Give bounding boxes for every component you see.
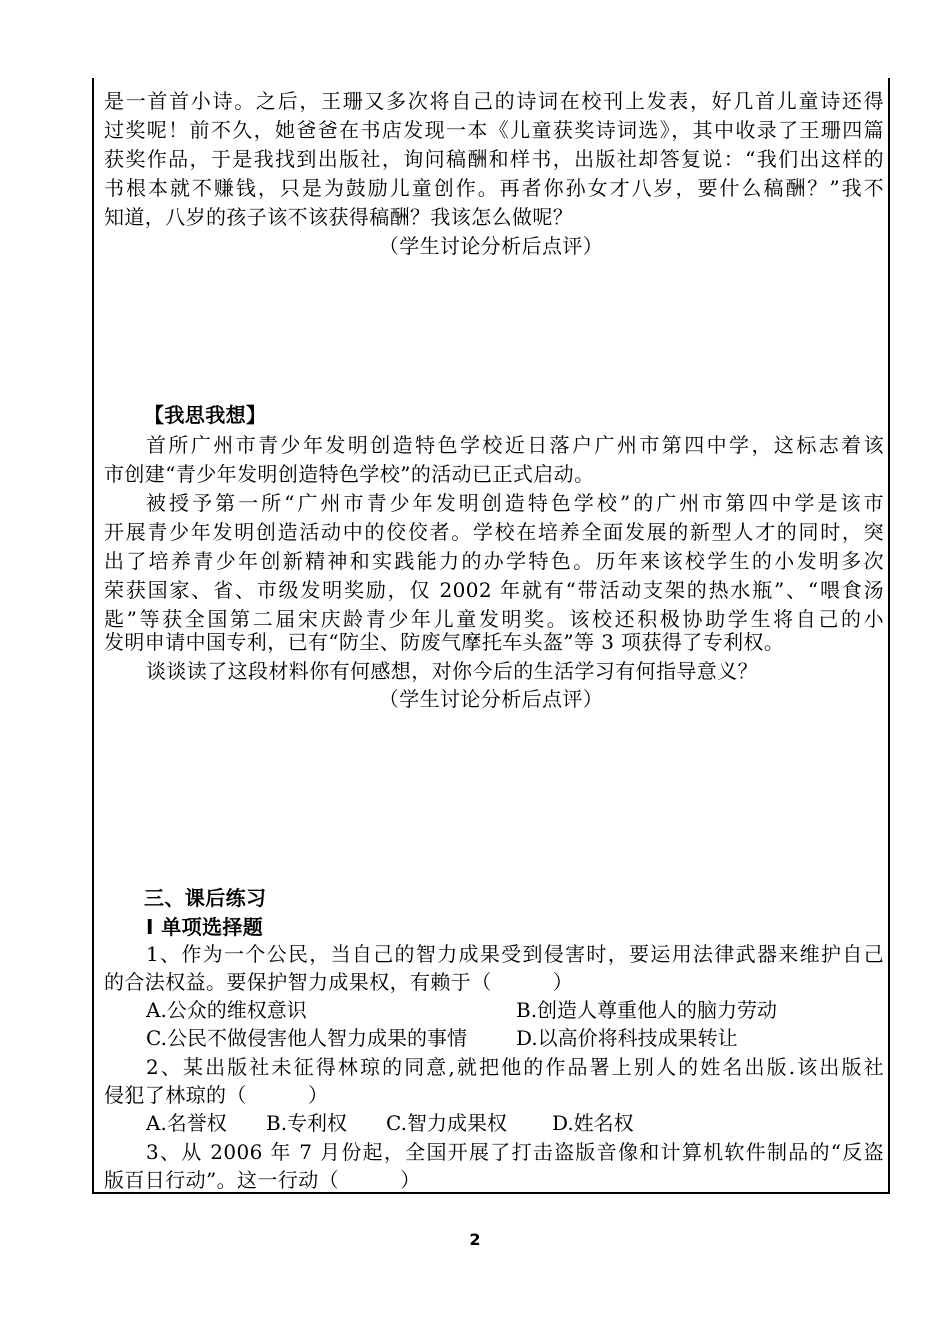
case-line-1: 是一首首小诗。之后，王珊又多次将自己的诗词在校刊上发表，好几首儿童诗还得 [104, 89, 884, 113]
q2-option-d: D.姓名权 [552, 1111, 634, 1135]
q2-option-c: C.智力成果权 [386, 1111, 507, 1135]
think-line-6: 荣获国家、省、市级发明奖励，仅 2002 年就有“带活动支架的热水瓶”、“喂食汤 [104, 578, 884, 602]
think-line-3: 被授予第一所“广州市青少年发明创造特色学校”的广州市第四中学是该市 [146, 491, 884, 515]
think-line-2: 市创建“青少年发明创造特色学校”的活动已正式启动。 [104, 462, 595, 486]
case-line-2: 过奖呢！前不久，她爸爸在书店发现一本《儿童获奖诗词选》，其中收录了王珊四篇 [104, 118, 884, 142]
q2-line-1: 2、某出版社未征得林琼的同意,就把他的作品署上别人的姓名出版.该出版社 [146, 1055, 884, 1079]
q1-option-b: B.创造人尊重他人的脑力劳动 [516, 998, 778, 1022]
exercises-heading: 三、课后练习 [144, 886, 267, 910]
think-line-4: 开展青少年发明创造活动中的佼佼者。学校在培养全面发展的新型人才的同时，突 [104, 520, 884, 544]
think-line-7: 匙”等获全国第二届宋庆龄青少年儿童发明奖。该校还积极协助学生将自己的小 [104, 607, 884, 631]
q2-option-b: B.专利权 [266, 1111, 348, 1135]
q2-option-a: A.名誉权 [146, 1111, 227, 1135]
q2-line-2: 侵犯了林琼的（ ） [104, 1083, 329, 1107]
think-line-8: 发明申请中国专利，已有“防尘、防废气摩托车头盔”等 3 项获得了专利权。 [104, 630, 785, 654]
q1-option-a: A.公众的维权意识 [146, 998, 307, 1022]
q1-line-2: 的合法权益。要保护智力成果权，有赖于（ ） [104, 970, 574, 994]
q3-line-2: 版百日行动”。这一行动（ ） [104, 1168, 421, 1192]
q1-option-c: C.公民不做侵害他人智力成果的事情 [146, 1026, 467, 1050]
page-number: 2 [469, 1230, 481, 1249]
case-line-4: 书根本就不赚钱，只是为鼓励儿童创作。再者你孙女才八岁，要什么稿酬？”我不 [104, 176, 884, 200]
q3-line-1: 3、从 2006 年 7 月份起，全国开展了打击盗版音像和计算机软件制品的“反盗 [146, 1140, 884, 1164]
think-question: 谈谈读了这段材料你有何感想，对你今后的生活学习有何指导意义？ [146, 659, 758, 683]
think-discussion-note: （学生讨论分析后点评） [378, 687, 604, 711]
think-line-5: 出了培养青少年创新精神和实践能力的办学特色。历年来该校学生的小发明多次 [104, 549, 884, 573]
case-line-3: 获奖作品，于是我找到出版社，询问稿酬和样书，出版社却答复说：“我们出这样的 [104, 147, 884, 171]
case-discussion-note: （学生讨论分析后点评） [378, 234, 604, 258]
q1-option-d: D.以高价将科技成果转让 [516, 1026, 738, 1050]
think-heading: 【我思我想】 [144, 403, 267, 427]
q1-line-1: 1、作为一个公民，当自己的智力成果受到侵害时，要运用法律武器来维护自己 [146, 942, 884, 966]
think-line-1: 首所广州市青少年发明创造特色学校近日落户广州市第四中学，这标志着该 [146, 433, 884, 457]
exercises-subheading: Ⅰ 单项选择题 [146, 915, 264, 939]
case-line-5: 知道，八岁的孩子该不该获得稿酬？我该怎么做呢？ [104, 205, 574, 229]
